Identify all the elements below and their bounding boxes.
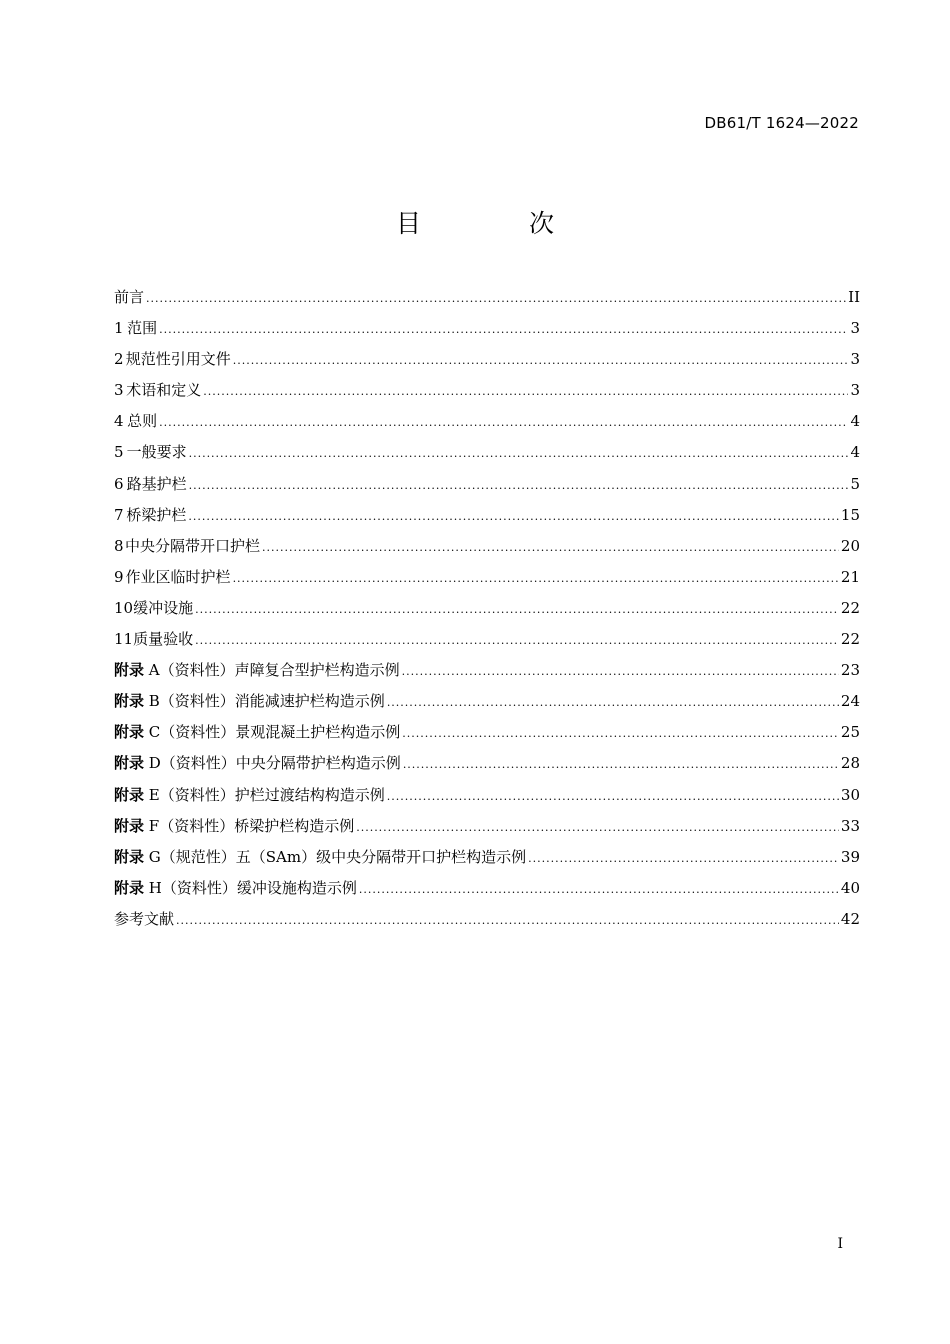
toc-leader-dots xyxy=(402,718,839,749)
toc-entry-page: 15 xyxy=(840,505,860,524)
toc-entry-7[interactable] xyxy=(114,500,860,531)
toc-entry-label: 范围 xyxy=(127,319,158,338)
toc-entry-label xyxy=(114,842,526,873)
toc-entry-9[interactable] xyxy=(114,562,860,593)
toc-entry-page: 25 xyxy=(840,723,860,742)
toc-leader-dots xyxy=(262,532,839,563)
toc-entry-4[interactable] xyxy=(114,406,860,437)
toc-entry-label xyxy=(114,717,400,748)
appendix-title: H（资料性）缓冲设施构造示例 xyxy=(144,878,357,897)
toc-entry-page: 3 xyxy=(850,319,860,338)
toc-entry-label: 术语和定义 xyxy=(126,381,202,400)
toc-entry-label xyxy=(114,811,354,842)
toc-entry-10[interactable] xyxy=(114,593,860,624)
toc-entry-8[interactable] xyxy=(114,531,860,562)
toc-entry-label: 作业区临时护栏 xyxy=(125,567,231,586)
toc-entry-appendix-f[interactable] xyxy=(114,811,860,842)
toc-entry-appendix-a[interactable] xyxy=(114,655,860,686)
appendix-prefix: 附录 xyxy=(114,692,145,711)
appendix-title: D（资料性）中央分隔带护栏构造示例 xyxy=(144,754,401,773)
toc-entry-appendix-h[interactable] xyxy=(114,873,860,904)
toc-leader-dots xyxy=(159,407,848,438)
toc-leader-dots xyxy=(195,625,839,656)
toc-leader-dots xyxy=(233,345,849,376)
toc-entry-foreword[interactable] xyxy=(114,282,860,313)
toc-leader-dots xyxy=(146,283,846,314)
toc-entry-page: 22 xyxy=(840,630,860,649)
toc-entry-label: 桥梁护栏 xyxy=(126,505,187,524)
toc-leader-dots xyxy=(356,812,839,843)
toc-entry-page: 22 xyxy=(840,598,860,617)
toc-leader-dots xyxy=(195,594,839,625)
toc-entry-number: 8 xyxy=(114,536,124,555)
toc-entry-label: 总则 xyxy=(127,412,158,431)
toc-entry-page: 40 xyxy=(840,878,860,897)
toc-entry-label: 质量验收 xyxy=(133,630,194,649)
toc-entry-page: 21 xyxy=(840,567,860,586)
toc-entry-appendix-c[interactable] xyxy=(114,717,860,748)
toc-leader-dots xyxy=(189,470,849,501)
toc-entry-label: 缓冲设施 xyxy=(133,598,194,617)
toc-entry-page: 42 xyxy=(840,909,860,928)
toc-entry-page: 30 xyxy=(840,785,860,804)
toc-leader-dots xyxy=(188,501,839,532)
page-number: I xyxy=(837,1236,843,1252)
toc-entry-page: 33 xyxy=(840,816,860,835)
toc-entry-3[interactable] xyxy=(114,375,860,406)
toc-entry-2[interactable] xyxy=(114,344,860,375)
toc-leader-dots xyxy=(159,314,848,345)
toc-leader-dots xyxy=(233,563,839,594)
toc-entry-number: 7 xyxy=(114,505,124,524)
page-title: 目 次 xyxy=(396,209,604,238)
appendix-prefix: 附录 xyxy=(114,723,145,742)
appendix-prefix: 附录 xyxy=(114,661,145,680)
toc-entry-page: 3 xyxy=(850,381,860,400)
toc-entry-label: 路基护栏 xyxy=(126,474,187,493)
toc-entry-1[interactable] xyxy=(114,313,860,344)
appendix-prefix: 附录 xyxy=(114,754,145,773)
toc-entry-page: 3 xyxy=(850,350,860,369)
toc-entry-label: 参考文献 xyxy=(114,909,175,928)
toc-entry-number: 2 xyxy=(114,350,124,369)
toc-entry-label: 中央分隔带开口护栏 xyxy=(124,536,260,555)
toc-entry-appendix-g[interactable] xyxy=(114,842,860,873)
toc-entry-number: 6 xyxy=(114,474,124,493)
toc-entry-page: II xyxy=(848,288,860,306)
toc-entry-number: 4 xyxy=(114,412,124,431)
toc-leader-dots xyxy=(203,376,848,407)
appendix-prefix: 附录 xyxy=(114,878,145,897)
toc-entry-6[interactable] xyxy=(114,469,860,500)
toc-entry-label: 规范性引用文件 xyxy=(125,350,231,369)
toc-entry-number: 11 xyxy=(114,630,134,649)
toc-leader-dots xyxy=(528,843,839,874)
toc-entry-page: 4 xyxy=(850,412,860,431)
appendix-title: F（资料性）桥梁护栏构造示例 xyxy=(144,816,355,835)
toc-entry-label xyxy=(114,655,400,686)
toc-entry-label: 一般要求 xyxy=(126,443,187,462)
toc-entry-appendix-e[interactable] xyxy=(114,780,860,811)
toc-entry-number: 1 xyxy=(114,319,124,338)
toc-entry-number: 3 xyxy=(114,381,124,400)
toc-entry-5[interactable] xyxy=(114,437,860,468)
toc-entry-page: 23 xyxy=(840,661,860,680)
toc-entry-appendix-b[interactable] xyxy=(114,686,860,717)
document-code: DB61/T 1624—2022 xyxy=(704,114,859,132)
appendix-title: B（资料性）消能减速护栏构造示例 xyxy=(144,692,385,711)
toc-entry-label xyxy=(114,748,401,779)
toc-leader-dots xyxy=(403,749,839,780)
toc-leader-dots xyxy=(387,781,839,812)
table-of-contents xyxy=(114,282,860,935)
appendix-prefix: 附录 xyxy=(114,847,145,866)
toc-leader-dots xyxy=(176,905,839,936)
appendix-title: C（资料性）景观混凝土护栏构造示例 xyxy=(144,723,401,742)
toc-entry-page: 24 xyxy=(840,692,860,711)
toc-entry-references[interactable] xyxy=(114,904,860,935)
toc-entry-number: 9 xyxy=(114,567,124,586)
toc-leader-dots xyxy=(359,874,839,905)
appendix-title: G（规范性）五（SAm）级中央分隔带开口护栏构造示例 xyxy=(144,847,527,866)
toc-entry-page: 28 xyxy=(840,754,860,773)
toc-entry-page: 5 xyxy=(850,474,860,493)
toc-entry-page: 20 xyxy=(840,536,860,555)
appendix-prefix: 附录 xyxy=(114,816,145,835)
toc-entry-appendix-d[interactable] xyxy=(114,748,860,779)
toc-leader-dots xyxy=(387,687,839,718)
appendix-prefix: 附录 xyxy=(114,785,145,804)
toc-entry-page: 4 xyxy=(850,443,860,462)
toc-entry-label xyxy=(114,780,385,811)
toc-entry-11[interactable] xyxy=(114,624,860,655)
appendix-title: E（资料性）护栏过渡结构构造示例 xyxy=(144,785,385,804)
appendix-title: A（资料性）声障复合型护栏构造示例 xyxy=(144,661,400,680)
toc-entry-label: 前言 xyxy=(114,288,145,306)
toc-leader-dots xyxy=(189,438,849,469)
toc-entry-number: 5 xyxy=(114,443,124,462)
toc-entry-page: 39 xyxy=(840,847,860,866)
toc-entry-number: 10 xyxy=(114,598,134,617)
toc-entry-label xyxy=(114,686,385,717)
toc-leader-dots xyxy=(402,656,839,687)
toc-entry-label xyxy=(114,873,357,904)
